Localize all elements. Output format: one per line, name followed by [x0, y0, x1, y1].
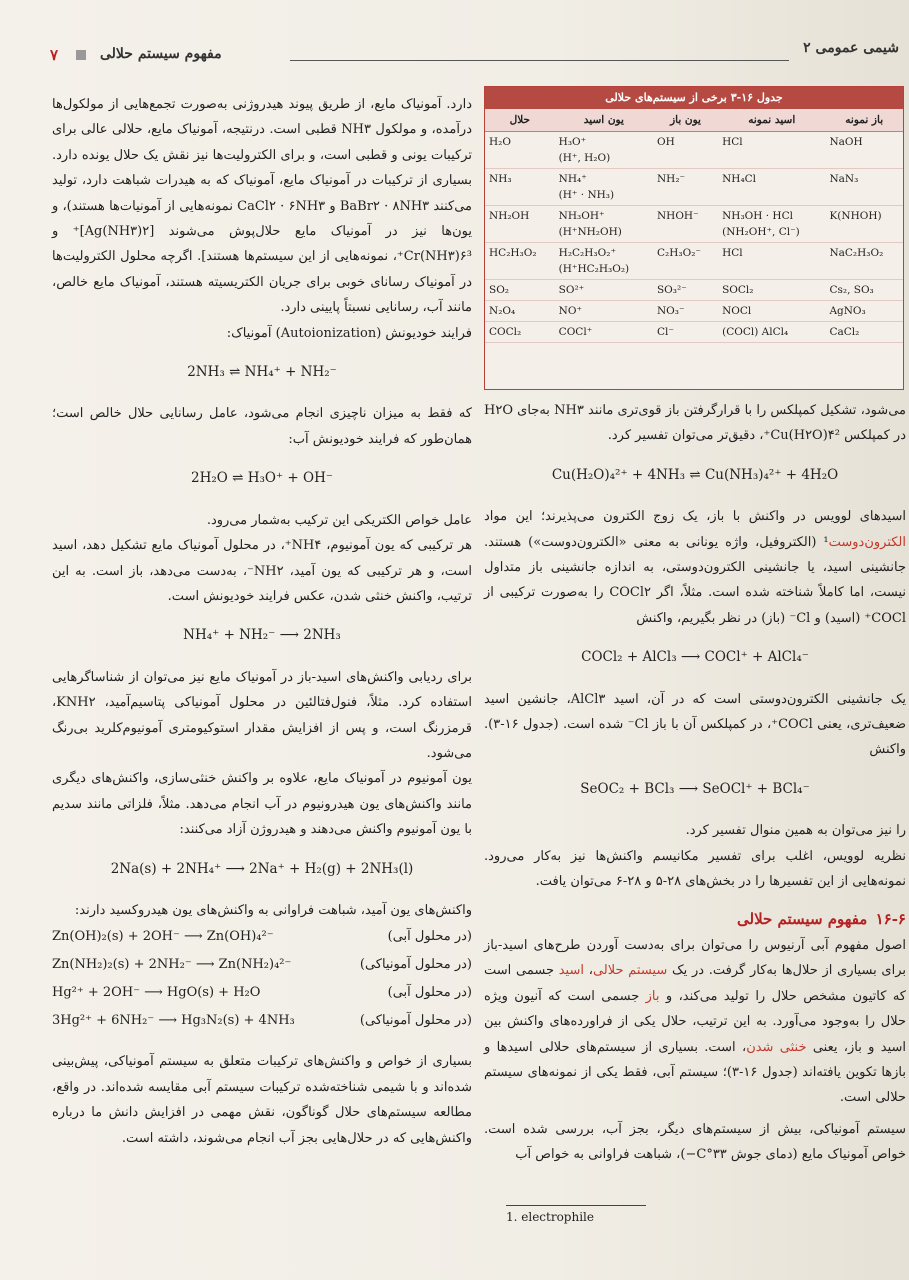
- paragraph: برای ردیابی واکنش‌های اسید-باز در آمونیاک مایع نیز می‌توان از شناساگرهایی استفاده کرد. مثلاً، فنول‌فتالئین در محلول آمونیاکی پتاسیم‌آمید، KNH۲، قرمزرنگ است، و پس از افزایش مقدار استوکیومتری آمونیوم‌کلرید بی‌رنگ می‌شود.: [52, 669, 472, 761]
- table-cell: SO²⁺: [555, 280, 653, 301]
- table-cell: AgNO₃: [825, 301, 903, 322]
- table-cell: NH₄Cl: [718, 169, 825, 206]
- equation: NH₄⁺ + NH₂⁻ ⟶ 2NH₃: [183, 627, 341, 644]
- table-row: [485, 132, 903, 169]
- table-cell: HCl: [718, 132, 825, 169]
- footnote: 1. electrophile: [506, 1210, 594, 1224]
- paragraph: سیستم آمونیاکی، بیش از سیستم‌های دیگر، بجز آب، بررسی شده است. خواص آمونیاک مایع (دمای جوش ۳۳°C−)، شباهت فراوانی به خواص آب: [484, 1121, 906, 1163]
- text-run: جسمی است که کاتیون مشخص حلال را تولید می‌کند، و: [484, 963, 906, 1004]
- table-cell: H₃O⁺ (H⁺, H₂O): [555, 132, 653, 169]
- table-cell: K(NHOH): [825, 206, 903, 243]
- table-cell: NaOH: [825, 132, 903, 169]
- reaction-row: [52, 923, 472, 951]
- header-rule: [290, 60, 789, 61]
- reaction-equation: Hg²⁺ + 2OH⁻ ⟶ HgO(s) + H₂O: [52, 985, 261, 1001]
- table-cell: OH: [653, 132, 718, 169]
- table-cell: NaN₃: [825, 169, 903, 206]
- paragraph: بسیاری از خواص و واکنش‌های ترکیبات متعلق به سیستم آمونیاکی، پیش‌بینی شده‌اند و با شیمی شناخته‌شده ترکیبات سیستم آبی مقایسه شده‌اند. در واقع، مطالعه سیستم‌های حلال گوناگون، نقش مهمی در افزایش دانش ما درباره واکنش‌هایی که در حلال‌هایی بجز آب انجام می‌شوند، داشته است.: [52, 1054, 472, 1146]
- text-run: اسیدهای لوویس در واکنش با باز، یک زوج الکترون می‌پذیرند؛ این مواد: [484, 509, 906, 525]
- table-cell: NH₃OH · HCl (NH₂OH⁺, Cl⁻): [718, 206, 825, 243]
- reaction-medium: (در محلول آمونیاکی): [359, 1013, 472, 1029]
- paragraph: نظریه لوویس، اغلب برای تفسیر مکانیسم واکنش‌ها نیز به‌کار می‌رود. نمونه‌هایی از این تفسیرها را در بخش‌های ۲۸-۵ و ۲۸-۶ می‌توان یافت.: [484, 848, 906, 890]
- table-cell: Cl⁻: [653, 322, 718, 343]
- reaction-row: [52, 979, 472, 1007]
- text-run: ،: [584, 963, 593, 979]
- table-row: [485, 243, 903, 280]
- text-run: جسمی است که آنیون ویژه حلال را به‌وجود می‌آورد. به این ترتیب، حلال یکی از فراورده‌های واکنش بین اسید و باز، یعنی: [484, 988, 906, 1055]
- equation: 2Na(s) + 2NH₄⁺ ⟶ 2Na⁺ + H₂(g) + 2NH₃(l): [110, 860, 414, 877]
- highlighted-term: باز: [645, 988, 660, 1004]
- table-header-cell: حلال: [485, 109, 555, 132]
- table-body: [485, 132, 903, 343]
- footnote-rule: [506, 1205, 646, 1206]
- reaction-equation: Zn(NH₂)₂(s) + 2NH₂⁻ ⟶ Zn(NH₂)₄²⁻: [52, 957, 292, 973]
- table-cell: NO₃⁻: [653, 301, 718, 322]
- table-cell: NH₄⁺ (H⁺ · NH₃): [555, 169, 653, 206]
- table-cell: CaCl₂: [825, 322, 903, 343]
- paragraph: که فقط به میزان ناچیزی انجام می‌شود، عامل رسانایی حلال خالص است؛ همان‌طور که فرایند خودیونش آب:: [52, 406, 472, 447]
- table-cell: NHOH⁻: [653, 206, 718, 243]
- left-column: [52, 92, 472, 1151]
- table-cell: SOCl₂: [718, 280, 825, 301]
- right-column: [484, 398, 906, 1168]
- table-cell: SO₂: [485, 280, 555, 301]
- equation: 2NH₃ ⇌ NH₄⁺ + NH₂⁻: [187, 364, 337, 381]
- highlighted-term: الکترون‌دوست: [828, 534, 906, 550]
- section-heading: [484, 907, 906, 933]
- table-row: [485, 322, 903, 343]
- reaction-medium: (در محلول آبی): [387, 929, 472, 945]
- table-cell: SO₃²⁻: [653, 280, 718, 301]
- table-header-cell: یون باز: [653, 109, 718, 132]
- equation: SeOC₂ + BCl₃ ⟶ SeOCl⁺ + BCl₄⁻: [580, 780, 810, 797]
- reaction-medium: (در محلول آمونیاکی): [359, 957, 472, 973]
- table-cell: COCl₂: [485, 322, 555, 343]
- chapter-title: مفهوم سیستم حلالی: [100, 46, 222, 62]
- reaction-equation: Zn(OH)₂(s) + 2OH⁻ ⟶ Zn(OH)₄²⁻: [52, 929, 274, 945]
- table-cell: H₂C₂H₃O₂⁺ (H⁺HC₂H₃O₂): [555, 243, 653, 280]
- table-caption: جدول ۱۶-۳ برخی از سیستم‌های حلالی: [485, 87, 903, 109]
- paragraph: عامل خواص الکتریکی این ترکیب به‌شمار می‌رود.: [206, 512, 472, 528]
- equation: 2H₂O ⇌ H₃O⁺ + OH⁻: [191, 470, 333, 487]
- text-run: اصول مفهوم آبی آرنیوس را می‌توان برای به‌دست آوردن طرح‌های اسید-باز برای بسیاری از حلال‌ها به‌کار گرفت. در یک: [484, 937, 906, 979]
- table-header-cell: اسید نمونه: [718, 109, 825, 132]
- table-cell: HCl: [718, 243, 825, 280]
- table-row: [485, 206, 903, 243]
- highlighted-term: اسید: [558, 963, 584, 979]
- table-cell: N₂O₄: [485, 301, 555, 322]
- section-title: مفهوم سیستم حلالی: [737, 909, 868, 928]
- paragraph: فرایند خودیونش (Autoionization) آمونیاک:: [226, 325, 472, 341]
- paragraph: واکنش‌های یون آمید، شباهت فراوانی به واکنش‌های یون هیدروکسید دارند:: [74, 902, 472, 918]
- paragraph: هر ترکیبی که یون آمونیوم، NH۴⁺، در محلول آمونیاک مایع تشکیل دهد، اسید است، و هر ترکیبی که یون آمید، NH۲⁻، به‌دست می‌دهد، باز است. به این ترتیب، واکنش خنثی شدن، عکس فرایند خودیونش است.: [52, 538, 473, 604]
- table-cell: NH₃: [485, 169, 555, 206]
- book-title: شیمی عمومی ۲: [803, 40, 899, 56]
- equation: COCl₂ + AlCl₃ ⟶ COCl⁺ + AlCl₄⁻: [581, 649, 809, 666]
- paragraph: [484, 933, 906, 1111]
- table-cell: COCl⁺: [555, 322, 653, 343]
- table-cell: NH₃OH⁺ (H⁺NH₂OH): [555, 206, 653, 243]
- table-cell: NaC₂H₃O₂: [825, 243, 903, 280]
- table-header-cell: یون اسید: [555, 109, 653, 132]
- table-cell: NH₂⁻: [653, 169, 718, 206]
- paragraph: یون آمونیوم در آمونیاک مایع، علاوه بر واکنش خنثی‌سازی، واکنش‌های دیگری مانند واکنش‌های یون هیدرونیوم در آب انجام می‌دهد. مثلاً، فلزاتی مانند سدیم با یون آمونیوم واکنش می‌دهند و هیدروژن آزاد می‌کنند:: [52, 771, 472, 838]
- paragraph: یک جانشینی الکترون‌دوستی است که در آن، اسید AlCl۳، جانشین اسید ضعیف‌تری، یعنی COCl⁺، در کمپلکس آن با باز Cl⁻ شده است. (جدول ۱۶-۳). واکنش: [484, 691, 907, 758]
- section-number: ۱۶-۶: [875, 909, 906, 928]
- running-header: [40, 40, 899, 74]
- reaction-row: [52, 1007, 472, 1035]
- table-header-cell: باز نمونه: [825, 109, 903, 132]
- reaction-equation: 3Hg²⁺ + 6NH₂⁻ ⟶ Hg₃N₂(s) + 4NH₃: [52, 1013, 295, 1029]
- table-row: [485, 301, 903, 322]
- paragraph: را نیز می‌توان به همین منوال تفسیر کرد.: [685, 823, 906, 839]
- table-cell: NO⁺: [555, 301, 653, 322]
- table-cell: H₂O: [485, 132, 555, 169]
- table-cell: (COCl) AlCl₄: [718, 322, 825, 343]
- table-cell: NH₂OH: [485, 206, 555, 243]
- table-row: [485, 280, 903, 301]
- table-cell: NOCl: [718, 301, 825, 322]
- paragraph: دارد. آمونیاک مایع، از طریق پیوند هیدروژنی به‌صورت تجمع‌هایی از مولکول‌ها درآمده، و مولکول NH۳ قطبی است. درنتیجه، آمونیاک مایع، حلالی عالی برای ترکیبات یونی و قطبی است، و برای الکترولیت‌ها نیز نقش یک حلال یونده دارد. بسیاری از ترکیبات در آمونیاک مایع، آمونیاک که به هیدرات شباهت دارد، تولید می‌کنند BaBr۲ · ۸NH۳ و CaCl۲ · ۶NH۳ نمونه‌هایی از آمونیات‌ها هستند)، و یون‌ها نیز در آمونیاک مایع حلال‌پوش می‌شوند [Ag(NH۳)۲]⁺ و Cr(NH۳)۶³⁺، نمونه‌هایی از این سیستم‌ها هستند]. اگرچه محلول الکترولیت‌ها در آمونیاک رسانای خوبی برای جریان الکتریسیته هستند، آمونیاک مایع خالص، مانند آب، رسانایی نسبتاً پایینی دارد.: [52, 97, 473, 316]
- page-number: ۷: [50, 46, 59, 64]
- table-grid: [485, 109, 903, 343]
- highlighted-term: خنثی شدن: [746, 1039, 807, 1055]
- reaction-medium: (در محلول آبی): [387, 985, 472, 1001]
- header-square-icon: [76, 50, 86, 60]
- table-cell: HC₂H₃O₂: [485, 243, 555, 280]
- table-header-row: [485, 109, 903, 132]
- paragraph: می‌شود، تشکیل کمپلکس را با قرارگرفتن باز قوی‌تری مانند NH۳ به‌جای H۲O در کمپلکس Cu(H۲O)۴²⁺، دقیق‌تر می‌توان تفسیر کرد.: [484, 403, 906, 444]
- text-run: ¹ (الکتروفیل، واژه یونانی به معنی «الکترون‌دوست») هستند. جانشینی اسید، یا جانشینی الکترون‌دوستی، به اندازه جانشینی باز متداول نیست، اما کاملاً شناخته شده است. مثلاً، اگر COCl۲ را به‌صورت ترکیبی از COCl⁺ (اسید) و Cl⁻ (باز) در نظر بگیریم، واکنش: [484, 534, 906, 626]
- highlighted-term: سیستم حلالی: [592, 963, 668, 979]
- text-run: ، است. بسیاری از سیستم‌های حلالی اسیدها و بازها تکوین یافته‌اند (جدول ۱۶-۳)؛ سیستم آبی، فقط یکی از نمونه‌های سیستم حلالی است.: [484, 1039, 907, 1106]
- table-cell: Cs₂, SO₃: [825, 280, 903, 301]
- solvent-systems-table: [484, 86, 904, 390]
- reaction-row: [52, 951, 472, 979]
- paragraph: [484, 504, 906, 631]
- table-cell: C₂H₃O₂⁻: [653, 243, 718, 280]
- equation: Cu(H₂O)₄²⁺ + 4NH₃ ⇌ Cu(NH₃)₄²⁺ + 4H₂O: [551, 466, 839, 483]
- table-row: [485, 169, 903, 206]
